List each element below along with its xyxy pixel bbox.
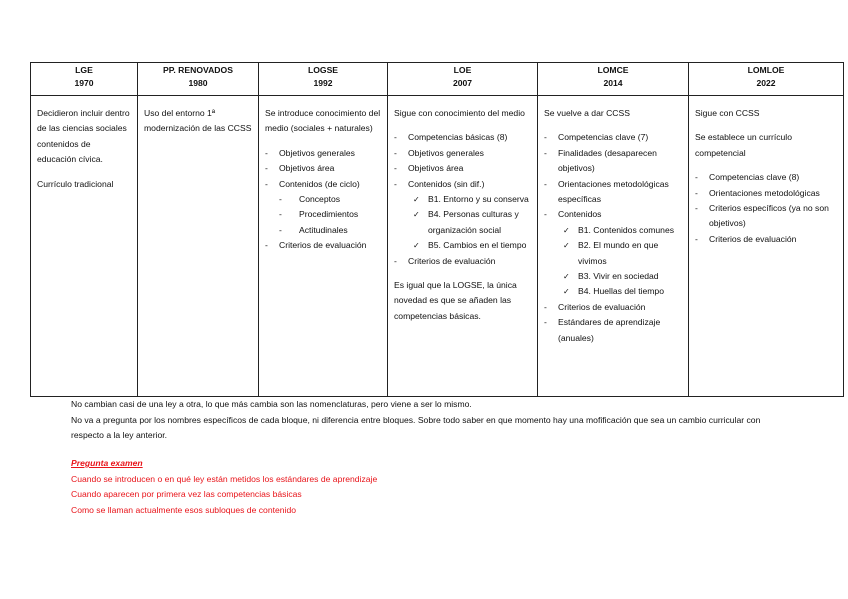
list-item: - Criterios de evaluación (394, 254, 532, 269)
loe-note: Es igual que la LOGSE, la única novedad es que se añaden las competencias básicas. (394, 280, 517, 321)
block-item: ✓ B5. Cambios en el tiempo (394, 238, 532, 253)
header-logse: LOGSE 1992 (259, 63, 388, 96)
exam-question: Como se llaman actualmente esos subloques de contenido (71, 504, 297, 515)
list-item: - Criterios de evaluación (544, 300, 683, 315)
list-item: - Objetivos generales (265, 146, 382, 161)
list-item: - Objetivos área (394, 161, 532, 176)
laws-comparison-table (30, 62, 844, 397)
list-item: - Competencias clave (7) (544, 130, 683, 145)
header-loe: LOE 2007 (388, 63, 538, 96)
note-line: No va a pregunta por los nombres específicos de cada bloque, ni diferencia entre bloques. Sobre todo saber en que momento hay una mofificación que sea un cambio curricular con respecto a la ley anterior. (71, 414, 761, 440)
list-item: - Orientaciones metodológicas específicas (544, 177, 683, 208)
list-subitem: - Conceptos (265, 192, 382, 207)
exam-question: Cuando se introducen o en qué ley están metidos los estándares de aprendizaje (71, 473, 378, 484)
list-item: - Competencias básicas (8) (394, 130, 532, 145)
logse-intro: Se introduce conocimiento del medio (sociales + naturales) (265, 108, 381, 134)
list-item: - Criterios de evaluación (265, 238, 382, 253)
notes (71, 397, 791, 444)
cell-lge (31, 96, 138, 397)
list-item: - Objetivos generales (394, 146, 532, 161)
loe-intro: Sigue con conocimiento del medio (394, 108, 525, 118)
cell-lomloe (689, 96, 844, 397)
list-item: - Criterios de evaluación (695, 232, 838, 247)
list-item: - Estándares de aprendizaje (anuales) (544, 315, 683, 346)
table-body-row (31, 96, 844, 397)
block-item: ✓ B4. Huellas del tiempo (544, 284, 683, 299)
lomloe-intro2: Se establece un currículo competencial (695, 132, 792, 158)
block-item: ✓ B1. Entorno y su conserva (394, 192, 532, 207)
exam-title: Pregunta examen (71, 458, 143, 468)
note-line: No cambian casi de una ley a otra, lo que más cambia son las nomenclaturas, pero viene a ser lo mismo. (71, 399, 472, 409)
header-lomloe: LOMLOE 2022 (689, 63, 844, 96)
header-lge: LGE 1970 (31, 63, 138, 96)
block-item: ✓ B3. Vivir en sociedad (544, 269, 683, 284)
list-subitem: - Actitudinales (265, 223, 382, 238)
block-item: ✓ B4. Personas culturas y organización social (394, 207, 532, 238)
block-item: ✓ B2. El mundo en que vivimos (544, 238, 683, 269)
list-item: - Competencias clave (8) (695, 170, 838, 185)
lomloe-intro: Sigue con CCSS (695, 108, 760, 118)
lge-tradicional: Currículo tradicional (37, 178, 114, 189)
exam-question: Cuando aparecen por primera vez las competencias básicas (71, 489, 302, 499)
list-item: - Contenidos (sin dif.) (394, 177, 532, 192)
block-item: ✓ B1. Contenidos comunes (544, 223, 683, 238)
lomce-intro: Se vuelve a dar CCSS (544, 108, 630, 118)
list-item: - Finalidades (desaparecen objetivos) (544, 146, 683, 177)
list-item: - Criterios específicos (ya no son objetivos) (695, 201, 838, 232)
list-subitem: - Procedimientos (265, 207, 382, 222)
exam-section (71, 456, 377, 518)
cell-lomce (538, 96, 689, 397)
renovados-text: Uso del entorno 1ª modernización de las CCSS (144, 108, 252, 134)
lge-intro: Decidieron incluir dentro de las ciencias sociales contenidos de educación cívica. (37, 108, 130, 165)
cell-logse (259, 96, 388, 397)
list-item: - Contenidos (de ciclo) (265, 177, 382, 192)
header-renovados: PP. RENOVADOS 1980 (138, 63, 259, 96)
header-lomce: LOMCE 2014 (538, 63, 689, 96)
list-item: - Contenidos (544, 207, 683, 222)
cell-loe (388, 96, 538, 397)
list-item: - Objetivos área (265, 161, 382, 176)
table-header-row (31, 63, 844, 96)
list-item: - Orientaciones metodológicas (695, 186, 838, 201)
cell-renovados (138, 96, 259, 397)
